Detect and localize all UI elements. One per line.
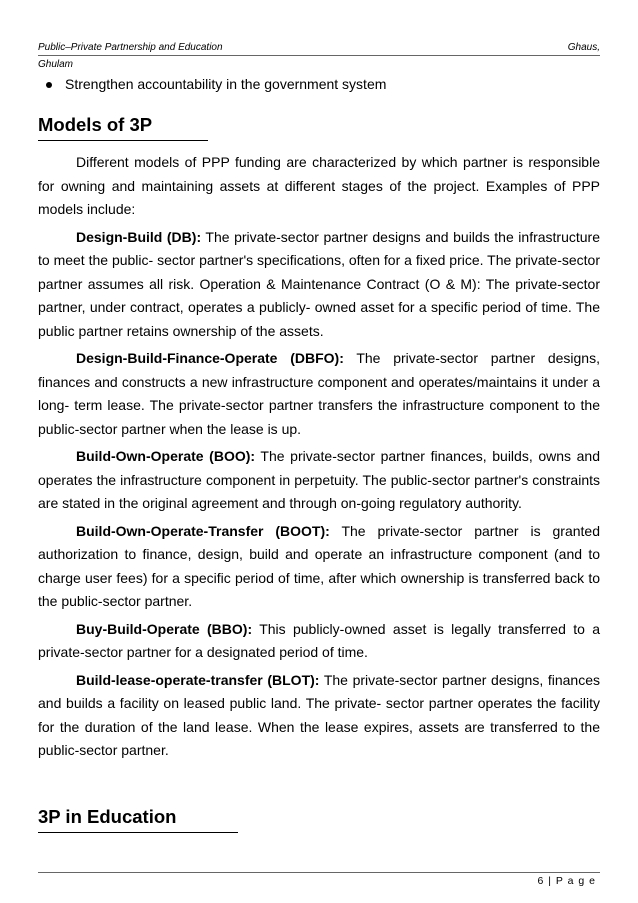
bullet-text: Strengthen accountability in the government system [65, 76, 387, 92]
body-text [38, 151, 600, 763]
text-boo: The private-sector partner finances, builds, owns and operates the infrastructure component in perpetuity. The public-sector partner's constraints are stated in the original agreement and through on-going regulatory authority. [38, 448, 600, 511]
paragraph-blot [38, 669, 600, 763]
header-author-last: Ghulam [38, 59, 74, 70]
heading-underline [38, 832, 238, 833]
footer-rule [38, 872, 600, 873]
term-db: Design-Build (DB): [76, 228, 202, 245]
text-dbfo: The private-sector partner designs, finances and constructs a new infrastructure component and operates/maintains it under a long- term lease. The private-sector partner transfers the infrastructure component to the public-sector partner when the lease is up. [38, 350, 600, 437]
header-rule [38, 55, 600, 56]
term-bbo: Buy-Build-Operate (BBO): [76, 620, 253, 637]
section-heading-text: Models of 3P [38, 114, 153, 135]
section-heading-education [38, 806, 176, 828]
paragraph-boo [38, 445, 600, 516]
term-dbfo: Design-Build-Finance-Operate (DBFO): [76, 350, 344, 366]
section-heading-text: 3P in Education [38, 806, 177, 827]
paragraph-intro: Different models of PPP funding are characterized by which partner is responsible for owning and maintaining assets at different stages of the project. Examples of PPP models include: [38, 154, 600, 217]
paragraph-bbo [38, 618, 600, 665]
bullet-item [46, 76, 386, 92]
term-boo: Build-Own-Operate (BOO): [76, 448, 256, 464]
page-number: 6 | P a g e [537, 875, 596, 887]
heading-underline [38, 140, 208, 141]
page-footer [38, 872, 600, 887]
paragraph-db [38, 226, 600, 344]
text-blot: The private-sector partner designs, finances and builds a facility on leased public land. The private- sector partner operates the facility for the duration of the land lease. When the lease expires, assets are transferred to the public-sector partner. [38, 671, 600, 758]
section-heading-models [38, 114, 152, 136]
text-bbo: This publicly-owned asset is legally transferred to a private-sector partner for a designated period of time. [38, 620, 600, 660]
term-blot: Build-lease-operate-transfer (BLOT): [76, 671, 320, 688]
term-boot: Build-Own-Operate-Transfer (BOOT): [76, 522, 330, 539]
header-author-first: Ghaus, [567, 42, 600, 53]
header-title: Public–Private Partnership and Education [38, 42, 223, 53]
bullet-dot-icon [46, 82, 52, 88]
text-boot: The private-sector partner is granted authorization to finance, design, build and operate an infrastructure component (and to charge user fees) for a specific period of time, after which ownership is transferred back to the public-sector partner. [38, 522, 600, 609]
paragraph-dbfo [38, 347, 600, 441]
text-db: The private-sector partner designs and builds the infrastructure to meet the public- sector partner's specifications, often for a fixed price. The private-sector partner assumes all risk. Operation & Maintenance Contract (O & M): The private-sector partner, under contract, operates a publicly- owned asset for a specific period of time. The public partner retains ownership of the assets. [38, 228, 600, 339]
paragraph-boot [38, 520, 600, 614]
